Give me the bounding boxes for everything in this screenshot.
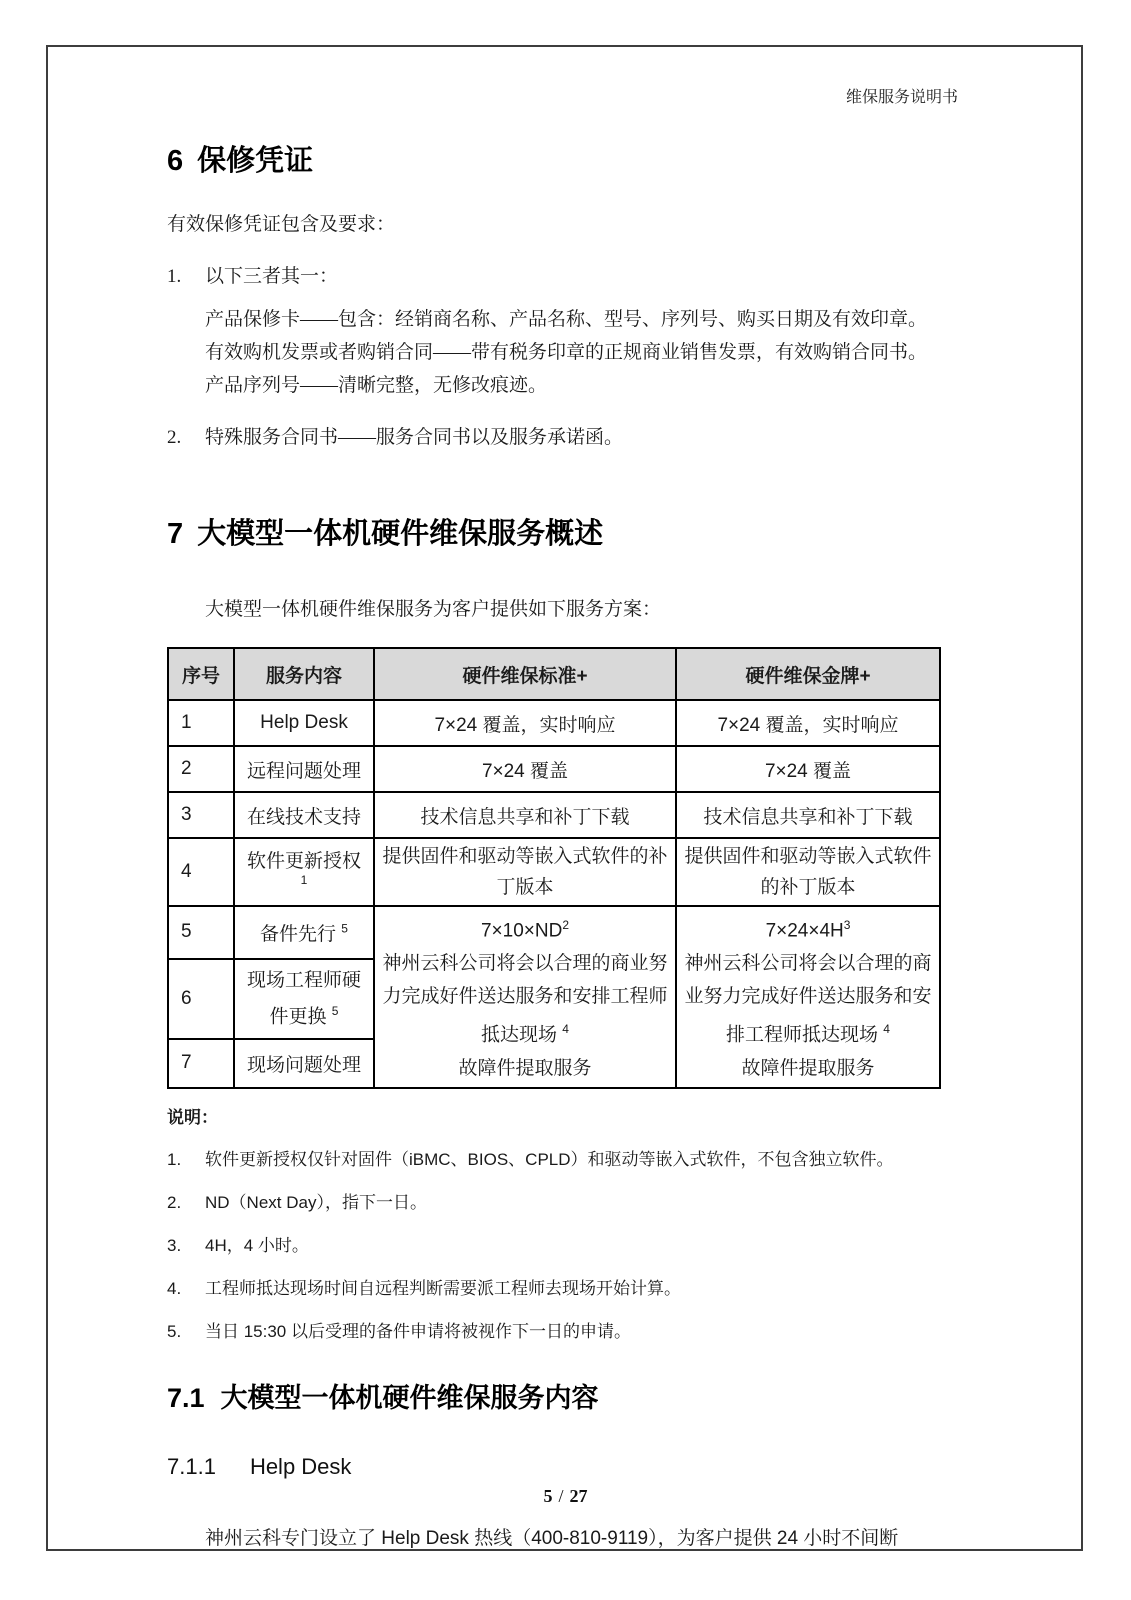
list-item-2-text: 特殊服务合同书——服务合同书以及服务承诺函。: [205, 427, 624, 448]
table-row: [168, 746, 940, 792]
table-row: [168, 906, 940, 959]
note-item-2: [167, 1191, 958, 1214]
note-2-text: ND（Next Day），指下一日。: [205, 1192, 427, 1212]
invoice-line: 有效购机发票或者购销合同——带有税务印章的正规商业销售发票，有效购销合同书。: [205, 342, 928, 363]
note-2-number: 2.: [167, 1192, 182, 1212]
footnote-marker: 2: [562, 918, 570, 932]
document-header: 维保服务说明书: [845, 89, 958, 106]
section-7-heading: [167, 516, 958, 552]
row5-service: 备件先行 $^5$: [234, 906, 374, 959]
note-1-number: 1.: [167, 1149, 182, 1169]
section-7-1-number: 7.1: [167, 1382, 205, 1413]
page-footer: [0, 1486, 1131, 1507]
section-6-title: 保修凭证: [197, 145, 314, 177]
row2-service: 远程问题处理: [234, 746, 374, 792]
section-7-number: 7: [167, 518, 184, 550]
footnote-marker: 5: [341, 921, 348, 936]
section-7-lead: 大模型一体机硬件维保服务为客户提供如下服务方案：: [205, 599, 662, 620]
list-item-1-number: 1.: [167, 266, 182, 287]
row4-standard: 提供固件和驱动等嵌入式软件的补丁版本: [374, 838, 676, 906]
note-1-text: 软件更新授权仅针对固件（iBMC、BIOS、CPLD）和驱动等嵌入式软件，不包含独立软件。: [205, 1149, 894, 1169]
notes-title: 说明：: [167, 1107, 218, 1127]
note-4-text: 工程师抵达现场时间自远程判断需要派工程师去现场开始计算。: [205, 1278, 681, 1298]
helpdesk-paragraph: 神州云科专门设立了 Help Desk 热线（400-810-9119），为客户提供 24 小时不间断: [205, 1527, 899, 1549]
row6-no: 6: [168, 959, 234, 1040]
row3-no: 3: [168, 792, 234, 838]
page-content: [167, 0, 958, 1550]
footnote-marker: 1: [300, 873, 308, 888]
row4-gold: 提供固件和驱动等嵌入式软件的补丁版本: [676, 838, 940, 906]
page-separator: /: [558, 1486, 564, 1506]
gold-merged-cell: [676, 906, 940, 1088]
row1-standard: 7×24 覆盖，实时响应: [374, 700, 676, 746]
col-header-gold: 硬件维保金牌+: [676, 648, 940, 700]
gold-description: 神州云科公司将会以合理的商业努力完成好件送达服务和安排工程师抵达现场 $^4$: [684, 953, 932, 1046]
table-row: [168, 838, 940, 906]
row7-service: 现场问题处理: [234, 1039, 374, 1087]
gold-sla: $7\times 24\times 4H^3$: [765, 918, 851, 942]
warranty-card-line: 产品保修卡——包含：经销商名称、产品名称、型号、序列号、购买日期及有效印章。: [205, 309, 928, 330]
note-item-1: [167, 1148, 958, 1171]
section-6-number: 6: [167, 145, 184, 177]
standard-description: 神州云科公司将会以合理的商业努力完成好件送达服务和安排工程师抵达现场 $^4$: [382, 953, 668, 1046]
section-7-1-1-number: 7.1.1: [167, 1453, 216, 1479]
row3-gold: 技术信息共享和补丁下载: [676, 792, 940, 838]
col-header-no: 序号: [168, 648, 234, 700]
section-6-heading: [167, 143, 958, 179]
gold-fault-service: 故障件提取服务: [741, 1057, 875, 1079]
col-header-standard: 硬件维保标准+: [374, 648, 676, 700]
note-5-number: 5.: [167, 1321, 182, 1341]
row4-service: 软件更新授权 $^1$: [234, 838, 374, 906]
row1-service: Help Desk: [234, 700, 374, 746]
note-3-text: 4H，4 小时。: [205, 1235, 309, 1255]
row5-no: 5: [168, 906, 234, 959]
note-item-5: [167, 1320, 958, 1343]
row7-no: 7: [168, 1039, 234, 1087]
list-item-1-text: 以下三者其一：: [205, 266, 339, 287]
section-7-1-1-title: Help Desk: [249, 1453, 352, 1479]
note-5-text: 当日 15:30 以后受理的备件申请将被视作下一日的申请。: [205, 1321, 631, 1341]
page-current: 5: [543, 1486, 553, 1506]
list-item-1-details: [205, 303, 958, 402]
row6-service: 现场工程师硬件更换 $^5$: [234, 959, 374, 1040]
section-7-1-heading: [167, 1381, 958, 1415]
note-4-number: 4.: [167, 1278, 182, 1298]
row4-no: 4: [168, 838, 234, 906]
page-total: 27: [569, 1486, 588, 1506]
standard-sla: $7\times 10\times ND^2$: [480, 918, 570, 942]
footnote-marker: 4: [562, 1022, 569, 1037]
table-header-row: [168, 648, 940, 700]
list-item-1: [167, 261, 958, 293]
service-plan-table: [167, 647, 941, 1089]
row3-standard: 技术信息共享和补丁下载: [374, 792, 676, 838]
serial-number-line: 产品序列号——清晰完整，无修改痕迹。: [205, 375, 548, 396]
note-item-3: [167, 1234, 958, 1257]
row2-no: 2: [168, 746, 234, 792]
standard-fault-service: 故障件提取服务: [458, 1057, 592, 1079]
row1-gold: 7×24 覆盖，实时响应: [676, 700, 940, 746]
table-row: [168, 792, 940, 838]
row2-gold: 7×24 覆盖: [676, 746, 940, 792]
table-row: [168, 700, 940, 746]
note-3-number: 3.: [167, 1235, 182, 1255]
section-7-1-title: 大模型一体机硬件维保服务内容: [220, 1382, 599, 1413]
list-item-2-number: 2.: [167, 427, 182, 448]
footnote-marker: 5: [331, 1004, 339, 1019]
footnote-marker: 4: [883, 1022, 890, 1037]
section-7-1-1-heading: [167, 1453, 958, 1481]
row2-standard: 7×24 覆盖: [374, 746, 676, 792]
list-item-2: [167, 422, 958, 454]
row1-no: 1: [168, 700, 234, 746]
standard-merged-cell: [374, 906, 676, 1088]
row3-service: 在线技术支持: [234, 792, 374, 838]
note-item-4: [167, 1277, 958, 1300]
section-7-title: 大模型一体机硬件维保服务概述: [197, 518, 604, 550]
col-header-service: 服务内容: [234, 648, 374, 700]
section-6-lead: 有效保修凭证包含及要求：: [167, 214, 396, 235]
footnote-marker: 3: [843, 918, 851, 932]
